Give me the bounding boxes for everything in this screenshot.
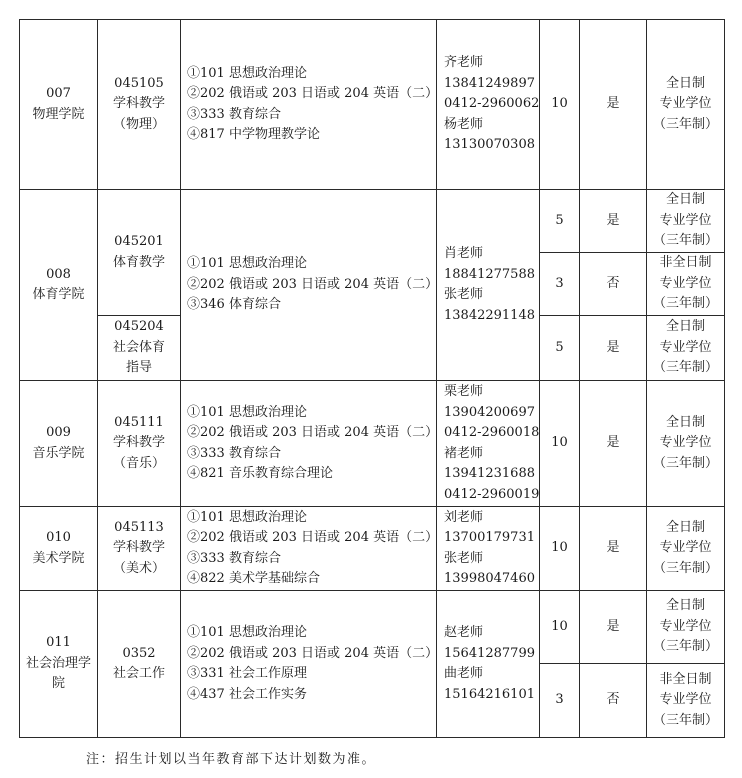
contact-cell bbox=[437, 591, 540, 738]
study-type-cell bbox=[647, 381, 725, 507]
study-type-cell bbox=[647, 253, 725, 316]
major-code: 045105 bbox=[114, 75, 164, 91]
major-cell bbox=[98, 190, 181, 316]
study-mode: 全日制 bbox=[665, 319, 705, 335]
recommend-flag: 否 bbox=[580, 253, 647, 316]
contact-name: 刘老师 bbox=[444, 509, 484, 525]
plan-count: 10 bbox=[540, 507, 580, 591]
major-cell bbox=[98, 316, 181, 381]
college-code: 007 bbox=[46, 86, 71, 101]
exam-subject: ②202 俄语或 203 日语或 204 英语（二） bbox=[187, 425, 439, 440]
duration: （三年制） bbox=[652, 455, 718, 471]
exam-subject: ①101 思想政治理论 bbox=[187, 404, 307, 420]
contact-name: 张老师 bbox=[444, 287, 484, 302]
exam-subject: ④817 中学物理教学论 bbox=[187, 127, 320, 142]
college-code: 011 bbox=[46, 635, 71, 651]
plan-count: 10 bbox=[540, 591, 580, 664]
plan-count: 5 bbox=[540, 190, 580, 253]
college-cell bbox=[20, 20, 98, 190]
degree-type: 专业学位 bbox=[659, 212, 712, 228]
exam-subject: ②202 俄语或 203 日语或 204 英语（二） bbox=[187, 276, 439, 292]
recommend-flag: 是 bbox=[580, 507, 647, 591]
duration: （三年制） bbox=[652, 560, 718, 576]
major-cell bbox=[98, 20, 181, 190]
table-row bbox=[20, 381, 725, 507]
exam-subject: ③333 教育综合 bbox=[187, 106, 281, 122]
contact-phone: 13941231688 bbox=[444, 466, 535, 481]
exam-subjects-cell bbox=[181, 381, 437, 507]
study-mode: 全日制 bbox=[665, 519, 705, 535]
duration: （三年制） bbox=[652, 233, 718, 249]
college-code: 008 bbox=[46, 266, 71, 282]
exam-subject: ③331 社会工作原理 bbox=[187, 666, 307, 681]
plan-count: 3 bbox=[540, 664, 580, 738]
enrollment-plan-table bbox=[19, 19, 725, 738]
recommend-flag: 是 bbox=[580, 381, 647, 507]
plan-count: 3 bbox=[540, 253, 580, 316]
footnote: 注：招生计划以当年教育部下达计划数为准。 bbox=[86, 752, 377, 767]
degree-type: 专业学位 bbox=[659, 540, 712, 556]
study-mode: 非全日制 bbox=[659, 255, 712, 271]
exam-subject: ①101 思想政治理论 bbox=[187, 509, 307, 525]
degree-type: 专业学位 bbox=[659, 96, 712, 112]
contact-cell bbox=[437, 190, 540, 381]
exam-subject: ④822 美术学基础综合 bbox=[187, 571, 320, 586]
contact-phone: 13904200697 bbox=[444, 404, 535, 420]
contact-phone: 18841277588 bbox=[444, 266, 535, 282]
exam-subjects-cell bbox=[181, 591, 437, 738]
major-name: 学科教学 bbox=[112, 435, 165, 451]
exam-subject: ②202 俄语或 203 日语或 204 英语（二） bbox=[187, 645, 439, 661]
major-cell bbox=[98, 381, 181, 507]
degree-type: 专业学位 bbox=[659, 435, 712, 451]
major-code: 0352 bbox=[122, 645, 156, 661]
contact-phone: 13998047460 bbox=[444, 571, 535, 586]
plan-count: 10 bbox=[540, 381, 580, 507]
degree-type: 专业学位 bbox=[659, 275, 712, 291]
duration: （三年制） bbox=[652, 360, 718, 376]
duration: （三年制） bbox=[652, 712, 718, 728]
exam-subject: ①101 思想政治理论 bbox=[187, 256, 307, 272]
major-cell bbox=[98, 591, 181, 738]
duration: （三年制） bbox=[652, 116, 718, 132]
study-type-cell bbox=[647, 507, 725, 591]
exam-subjects-cell bbox=[181, 20, 437, 190]
major-name: 学科教学 bbox=[112, 96, 165, 112]
exam-subject: ②202 俄语或 203 日语或 204 英语（二） bbox=[187, 530, 439, 545]
college-name: 美术学院 bbox=[32, 550, 85, 566]
duration: （三年制） bbox=[652, 639, 718, 655]
contact-name: 栗老师 bbox=[444, 384, 484, 399]
contact-phone: 13841249897 bbox=[444, 75, 535, 91]
recommend-flag: 是 bbox=[580, 316, 647, 381]
contact-phone: 15641287799 bbox=[444, 645, 535, 661]
major-name: 学科教学 bbox=[112, 540, 165, 556]
contact-name: 赵老师 bbox=[444, 625, 484, 640]
exam-subject: ④821 音乐教育综合理论 bbox=[187, 466, 333, 481]
contact-name: 杨老师 bbox=[444, 116, 484, 132]
college-cell bbox=[20, 381, 98, 507]
major-code: 045204 bbox=[114, 319, 164, 335]
recommend-flag: 否 bbox=[580, 664, 647, 738]
recommend-flag: 是 bbox=[580, 591, 647, 664]
recommend-flag: 是 bbox=[580, 190, 647, 253]
study-type-cell bbox=[647, 20, 725, 190]
contact-cell bbox=[437, 507, 540, 591]
table-row bbox=[20, 507, 725, 591]
exam-subject: ③346 体育综合 bbox=[187, 297, 281, 313]
recommend-flag: 是 bbox=[580, 20, 647, 190]
duration: （三年制） bbox=[652, 296, 718, 312]
exam-subject: ④437 社会工作实务 bbox=[187, 686, 307, 702]
degree-type: 专业学位 bbox=[659, 692, 712, 708]
table-row bbox=[20, 190, 725, 253]
major-cell bbox=[98, 507, 181, 591]
study-type-cell bbox=[647, 190, 725, 253]
study-type-cell bbox=[647, 316, 725, 381]
major-direction: 指导 bbox=[125, 360, 152, 376]
study-mode: 全日制 bbox=[665, 414, 705, 430]
major-code: 045201 bbox=[114, 234, 164, 249]
study-type-cell bbox=[647, 664, 725, 738]
contact-phone: 13842291148 bbox=[444, 307, 535, 323]
college-code: 009 bbox=[46, 425, 71, 440]
college-cell bbox=[20, 190, 98, 381]
degree-type: 专业学位 bbox=[659, 339, 712, 355]
exam-subject: ③333 教育综合 bbox=[187, 550, 281, 566]
study-mode: 全日制 bbox=[665, 192, 705, 208]
exam-subject: ①101 思想政治理论 bbox=[187, 65, 307, 81]
degree-type: 专业学位 bbox=[659, 618, 712, 634]
major-name: 社会工作 bbox=[112, 666, 165, 681]
contact-cell bbox=[437, 381, 540, 507]
contact-phone: 0412-2960062 bbox=[444, 96, 540, 112]
major-code: 045113 bbox=[114, 519, 164, 535]
plan-count: 10 bbox=[540, 20, 580, 190]
plan-count: 5 bbox=[540, 316, 580, 381]
contact-name: 褚老师 bbox=[444, 445, 484, 461]
college-name: 音乐学院 bbox=[32, 445, 85, 461]
contact-phone: 0412-2960018 bbox=[444, 425, 540, 440]
college-name: 物理学院 bbox=[32, 106, 85, 122]
contact-name: 齐老师 bbox=[444, 55, 484, 71]
contact-cell bbox=[437, 20, 540, 190]
exam-subject: ①101 思想政治理论 bbox=[187, 625, 307, 640]
contact-phone: 0412-2960019 bbox=[444, 486, 540, 502]
college-name: 社会治理学院 bbox=[25, 655, 91, 692]
contact-name: 肖老师 bbox=[444, 246, 484, 261]
contact-phone: 13130070308 bbox=[444, 137, 535, 153]
exam-subjects-cell bbox=[181, 190, 437, 381]
exam-subject: ②202 俄语或 203 日语或 204 英语（二） bbox=[187, 86, 439, 101]
table-row bbox=[20, 20, 725, 190]
study-mode: 全日制 bbox=[665, 75, 705, 91]
table-row bbox=[20, 591, 725, 664]
study-type-cell bbox=[647, 591, 725, 664]
exam-subject: ③333 教育综合 bbox=[187, 445, 281, 461]
major-direction: （音乐） bbox=[112, 455, 165, 471]
major-name: 社会体育 bbox=[112, 339, 165, 355]
contact-name: 张老师 bbox=[444, 550, 484, 566]
college-cell bbox=[20, 507, 98, 591]
college-code: 010 bbox=[46, 530, 71, 545]
study-mode: 非全日制 bbox=[659, 671, 712, 687]
contact-phone: 13700179731 bbox=[444, 530, 535, 545]
study-mode: 全日制 bbox=[665, 598, 705, 614]
contact-phone: 15164216101 bbox=[444, 686, 535, 702]
major-code: 045111 bbox=[114, 414, 164, 430]
college-name: 体育学院 bbox=[32, 287, 85, 302]
major-direction: （物理） bbox=[112, 116, 165, 132]
college-cell bbox=[20, 591, 98, 738]
exam-subjects-cell bbox=[181, 507, 437, 591]
contact-name: 曲老师 bbox=[444, 666, 484, 681]
major-direction: （美术） bbox=[112, 560, 165, 576]
major-name: 体育教学 bbox=[112, 254, 165, 270]
